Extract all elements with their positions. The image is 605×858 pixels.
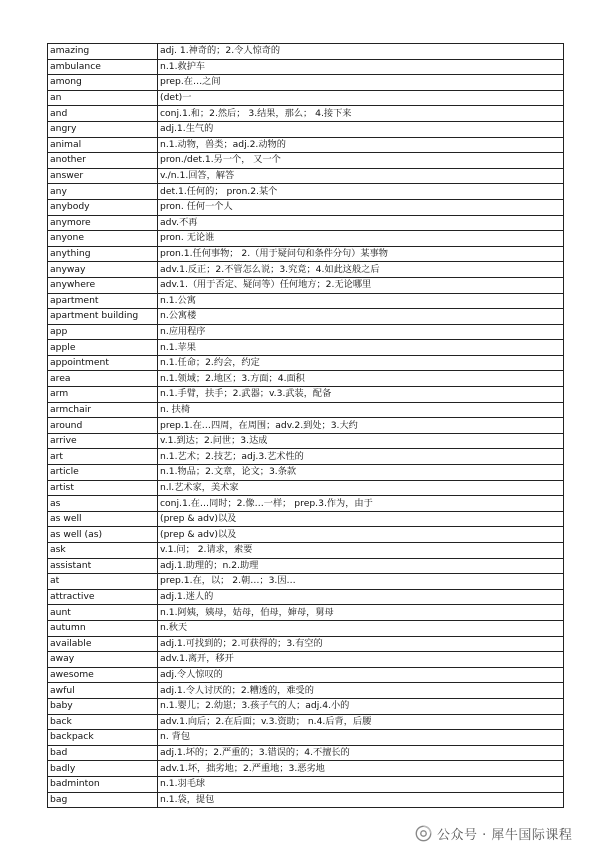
entry-definition: (prep & adv)以及 (158, 511, 564, 527)
entry-definition: adj.1.可找到的；2.可获得的；3.有空的 (158, 636, 564, 652)
table-row (48, 90, 564, 106)
entry-word: and (48, 106, 158, 122)
entry-word: at (48, 574, 158, 590)
table-row (48, 293, 564, 309)
entry-definition: n.1.羽毛球 (158, 776, 564, 792)
entry-word: any (48, 184, 158, 200)
table-row (48, 371, 564, 387)
entry-word: arrive (48, 433, 158, 449)
table-row (48, 153, 564, 169)
entry-word: back (48, 714, 158, 730)
table-row (48, 652, 564, 668)
entry-definition: conj.1.和；2.然后； 3.结果，那么； 4.接下来 (158, 106, 564, 122)
table-row (48, 543, 564, 559)
entry-definition: prep.1.在，以； 2.朝…；3.因… (158, 574, 564, 590)
entry-word: another (48, 153, 158, 169)
entry-word: artist (48, 480, 158, 496)
entry-definition: adj.1.迷人的 (158, 589, 564, 605)
entry-word: app (48, 324, 158, 340)
table-row (48, 636, 564, 652)
table-row (48, 121, 564, 137)
wechat-official-account-icon (415, 825, 432, 842)
table-row (48, 309, 564, 325)
table-row (48, 199, 564, 215)
entry-definition: n.l.艺术家，美术家 (158, 480, 564, 496)
entry-definition: n.1.动物，兽类；adj.2.动物的 (158, 137, 564, 153)
entry-definition: n. 背包 (158, 730, 564, 746)
entry-definition: n.1.任命；2.约会，约定 (158, 355, 564, 371)
entry-word: anyone (48, 231, 158, 247)
entry-definition: conj.1.在…同时；2.像…一样； prep.3.作为，由于 (158, 496, 564, 512)
entry-definition: adv.1.坏，拙劣地；2.严重地；3.恶劣地 (158, 761, 564, 777)
entry-word: around (48, 418, 158, 434)
table-row (48, 44, 564, 60)
entry-word: baby (48, 698, 158, 714)
entry-definition: det.1.任何的； pron.2.某个 (158, 184, 564, 200)
entry-definition: adv.1.离开，移开 (158, 652, 564, 668)
table-row (48, 355, 564, 371)
table-row (48, 402, 564, 418)
entry-word: animal (48, 137, 158, 153)
entry-word: angry (48, 121, 158, 137)
entry-definition: n.1.手臂，扶手；2.武器；v.3.武装，配备 (158, 387, 564, 403)
entry-word: bag (48, 792, 158, 808)
entry-word: available (48, 636, 158, 652)
table-row (48, 589, 564, 605)
entry-definition: prep.1.在…四周，在周围；adv.2.到处；3.大约 (158, 418, 564, 434)
table-row (48, 730, 564, 746)
table-row (48, 574, 564, 590)
table-row (48, 667, 564, 683)
table-row (48, 480, 564, 496)
entry-definition: adv.不再 (158, 215, 564, 231)
entry-word: ambulance (48, 59, 158, 75)
entry-word: anybody (48, 199, 158, 215)
table-row (48, 215, 564, 231)
entry-definition: n.1.苹果 (158, 340, 564, 356)
table-row (48, 277, 564, 293)
entry-definition: pron. 任何一个人 (158, 199, 564, 215)
entry-definition: adj.1.坏的；2.严重的；3.错误的；4.不擅长的 (158, 745, 564, 761)
entry-definition: (prep & adv)以及 (158, 527, 564, 543)
entry-word: awesome (48, 667, 158, 683)
entry-definition: adv.1.向后；2.在后面；v.3.资助； n.4.后背，后腰 (158, 714, 564, 730)
entry-definition: prep.在…之间 (158, 75, 564, 91)
table-row (48, 449, 564, 465)
table-row (48, 340, 564, 356)
vocabulary-table-body (48, 44, 564, 808)
entry-definition: n.1.艺术；2.技艺；adj.3.艺术性的 (158, 449, 564, 465)
entry-definition: adv.1.（用于否定、疑问等）任何地方；2.无论哪里 (158, 277, 564, 293)
table-row (48, 683, 564, 699)
entry-word: autumn (48, 620, 158, 636)
table-row (48, 106, 564, 122)
entry-definition: n.1.婴儿；2.幼崽；3.孩子气的人；adj.4.小的 (158, 698, 564, 714)
entry-word: awful (48, 683, 158, 699)
entry-word: badminton (48, 776, 158, 792)
entry-definition: v.1.问； 2.请求，索要 (158, 543, 564, 559)
table-row (48, 558, 564, 574)
entry-definition: n.1.领域；2.地区；3.方面；4.面积 (158, 371, 564, 387)
entry-definition: n.应用程序 (158, 324, 564, 340)
entry-word: away (48, 652, 158, 668)
entry-word: anywhere (48, 277, 158, 293)
table-row (48, 776, 564, 792)
entry-word: as well (48, 511, 158, 527)
table-row (48, 433, 564, 449)
table-row (48, 496, 564, 512)
entry-word: as well (as) (48, 527, 158, 543)
entry-word: armchair (48, 402, 158, 418)
entry-definition: adj.令人惊叹的 (158, 667, 564, 683)
table-row (48, 465, 564, 481)
entry-word: assistant (48, 558, 158, 574)
entry-word: as (48, 496, 158, 512)
entry-word: ask (48, 543, 158, 559)
table-row (48, 75, 564, 91)
entry-word: answer (48, 168, 158, 184)
watermark (415, 823, 572, 843)
entry-word: art (48, 449, 158, 465)
entry-definition: n.公寓楼 (158, 309, 564, 325)
entry-definition: adj.1.助理的；n.2.助理 (158, 558, 564, 574)
entry-word: anyway (48, 262, 158, 278)
table-row (48, 745, 564, 761)
table-row (48, 324, 564, 340)
entry-definition: pron.1.任何事物； 2.（用于疑问句和条件分句）某事物 (158, 246, 564, 262)
entry-word: arm (48, 387, 158, 403)
entry-word: article (48, 465, 158, 481)
table-row (48, 792, 564, 808)
entry-word: apartment (48, 293, 158, 309)
entry-word: attractive (48, 589, 158, 605)
entry-definition: n.1.救护车 (158, 59, 564, 75)
table-row (48, 761, 564, 777)
watermark-text: 公众号 · 犀牛国际课程 (437, 827, 573, 843)
entry-definition: n. 扶椅 (158, 402, 564, 418)
table-row (48, 262, 564, 278)
table-row (48, 59, 564, 75)
table-row (48, 168, 564, 184)
table-row (48, 137, 564, 153)
entry-word: anymore (48, 215, 158, 231)
entry-definition: adj.1.生气的 (158, 121, 564, 137)
entry-definition: adj.1.令人讨厌的；2.糟透的，难受的 (158, 683, 564, 699)
table-row (48, 387, 564, 403)
entry-word: anything (48, 246, 158, 262)
entry-definition: (det)一 (158, 90, 564, 106)
entry-definition: pron./det.1.另一个， 又一个 (158, 153, 564, 169)
table-row (48, 418, 564, 434)
vocabulary-page (47, 43, 563, 808)
entry-definition: adv.1.反正；2.不管怎么说；3.究竟；4.如此这般之后 (158, 262, 564, 278)
table-row (48, 511, 564, 527)
entry-definition: n.秋天 (158, 620, 564, 636)
vocabulary-table (47, 43, 564, 808)
entry-definition: n.1.袋，提包 (158, 792, 564, 808)
entry-word: area (48, 371, 158, 387)
table-row (48, 231, 564, 247)
entry-definition: n.1.物品；2.文章，论文；3.条款 (158, 465, 564, 481)
entry-word: an (48, 90, 158, 106)
entry-word: apple (48, 340, 158, 356)
entry-definition: n.1.阿姨，姨母，姑母，伯母，婶母，舅母 (158, 605, 564, 621)
table-row (48, 714, 564, 730)
entry-definition: v./n.1.回答，解答 (158, 168, 564, 184)
entry-word: among (48, 75, 158, 91)
entry-definition: v.1.到达；2.问世；3.达成 (158, 433, 564, 449)
table-row (48, 527, 564, 543)
table-row (48, 246, 564, 262)
entry-word: bad (48, 745, 158, 761)
entry-word: apartment building (48, 309, 158, 325)
entry-word: amazing (48, 44, 158, 60)
entry-definition: adj. 1.神奇的；2.令人惊奇的 (158, 44, 564, 60)
entry-definition: n.1.公寓 (158, 293, 564, 309)
entry-word: aunt (48, 605, 158, 621)
table-row (48, 698, 564, 714)
entry-definition: pron. 无论谁 (158, 231, 564, 247)
table-row (48, 620, 564, 636)
entry-word: backpack (48, 730, 158, 746)
table-row (48, 605, 564, 621)
entry-word: appointment (48, 355, 158, 371)
entry-word: badly (48, 761, 158, 777)
table-row (48, 184, 564, 200)
